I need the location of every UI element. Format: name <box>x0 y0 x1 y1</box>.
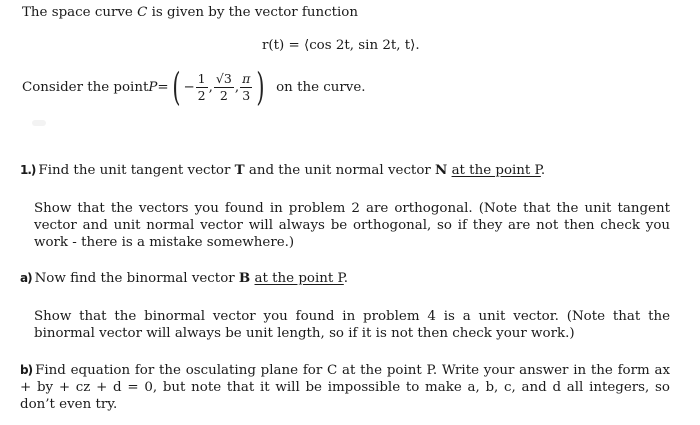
question-1-end: . <box>540 163 546 178</box>
fraction-y-numerator: √3 <box>215 70 232 86</box>
point-definition: Consider the point P = ( − $\frac{1}{2}$ , $\frac{√3}{2}$ , $\frac{\pi}{3}$ ) on the curve. <box>22 65 366 109</box>
point-text-pre: Consider the point <box>22 79 149 95</box>
question-4-text: Show that the binormal vector you found in problem 4 is a unit vector. (Note that the binormal vector will always be unit length, so if it is not then check your work.) <box>34 309 670 341</box>
equation-text: r(t) = ⟨cos 2t, sin 2t, t⟩. <box>262 38 420 53</box>
question-3-marker: a) <box>20 271 32 285</box>
binormal-vector-symbol: B <box>238 270 251 286</box>
intro-line <box>22 4 358 21</box>
point-equals: = <box>157 79 169 95</box>
question-1-marker: 1.) <box>20 163 36 177</box>
question-3-end: . <box>343 271 349 286</box>
faint-smudge <box>32 120 46 126</box>
normal-vector-symbol: N <box>435 162 448 178</box>
tangent-vector-symbol: T <box>234 162 245 178</box>
question-1 <box>20 162 545 179</box>
question-5 <box>20 362 670 413</box>
question-2 <box>34 200 670 251</box>
fraction-x <box>196 72 208 103</box>
fraction-y-denominator: 2 <box>219 87 228 103</box>
question-1-text-pre: Find the unit tangent vector <box>38 163 235 178</box>
point-variable: P <box>148 79 158 95</box>
fraction-y <box>214 72 234 103</box>
intro-text-post: is given by the vector function <box>147 5 358 20</box>
question-3 <box>20 270 348 287</box>
vector-function-equation <box>262 37 420 54</box>
curve-variable: C <box>137 5 148 20</box>
question-2-text: Show that the vectors you found in problem 2 are orthogonal. (Note that the unit tangent vector and unit normal vector will always be orthogonal, so if they are not then check you work - there is a mistake somewhere.) <box>34 201 670 250</box>
question-1-underlined: at the point P <box>451 163 541 178</box>
question-3-text-pre: Now find the binormal vector <box>34 271 239 286</box>
question-5-text: Find equation for the osculating plane for C at the point P. Write your answer in the form ax + by + cz + d = 0, but note that it will be impossible to make a, b, c, and d all integers, so don’t even try. <box>20 363 670 412</box>
fraction-z <box>240 72 252 103</box>
question-3-underlined: at the point P <box>254 271 344 286</box>
question-5-marker: b) <box>20 363 33 377</box>
question-1-text-mid: and the unit normal vector <box>244 163 436 178</box>
negative-sign: − <box>183 79 195 95</box>
fraction-z-numerator: π <box>242 70 251 86</box>
right-paren-icon: ) <box>256 65 265 109</box>
question-4 <box>34 308 670 342</box>
fraction-z-denominator: 3 <box>242 87 251 103</box>
intro-text-pre: The space curve <box>22 5 138 20</box>
point-text-post: on the curve. <box>276 79 366 95</box>
fraction-x-numerator: 1 <box>197 70 206 86</box>
left-paren-icon: ( <box>171 65 181 109</box>
fraction-x-denominator: 2 <box>197 87 206 103</box>
